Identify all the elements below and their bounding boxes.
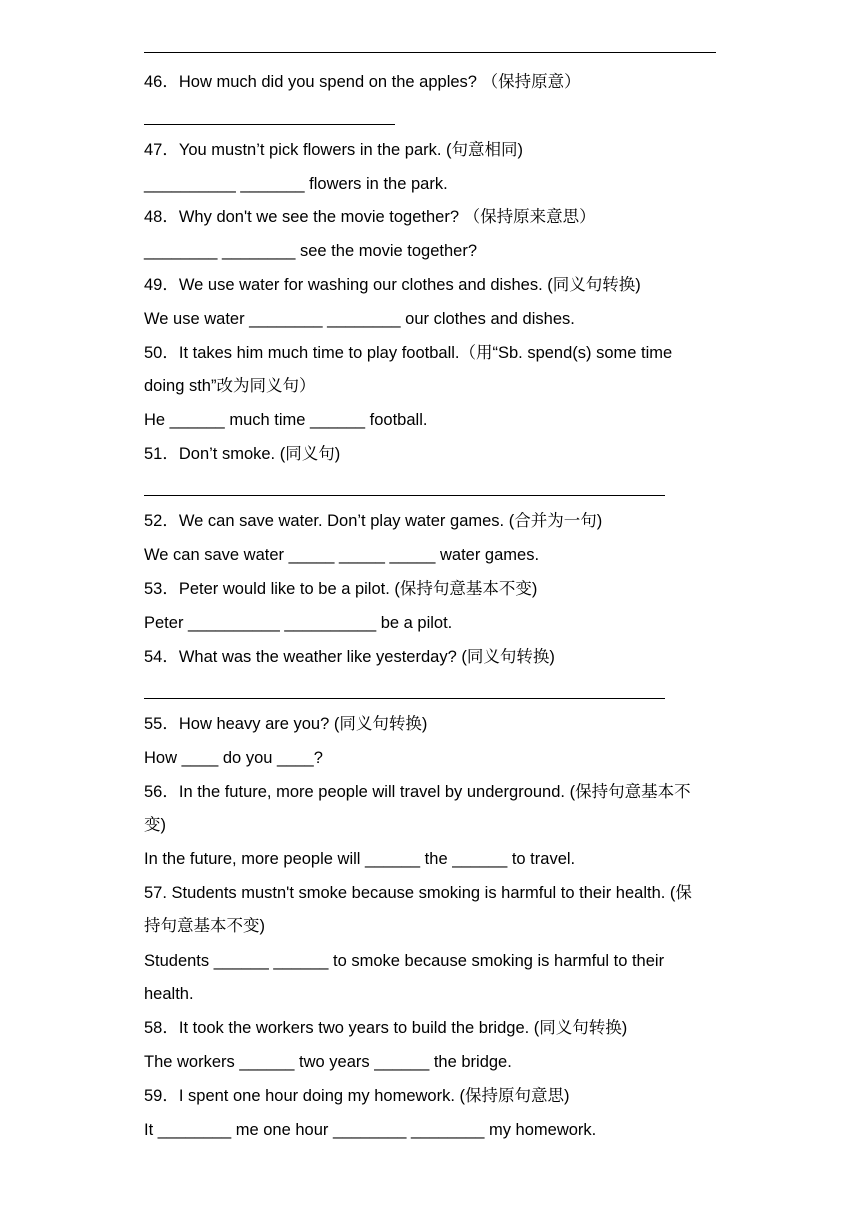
question-57-cont: 持句意基本不变)	[144, 916, 265, 935]
question-55: 55．How heavy are you? (同义句转换)	[144, 714, 428, 733]
answer-line	[144, 52, 716, 53]
question-56-cont: 变)	[144, 815, 166, 834]
answer-56: In the future, more people will ______ the ______ to travel.	[144, 850, 576, 868]
question-51: 51．Don’t smoke. (同义句)	[144, 444, 341, 463]
question-54: 54．What was the weather like yesterday? (同义句转换)	[144, 647, 555, 666]
question-50: 50．It takes him much time to play football.（用“Sb. spend(s) some time	[144, 343, 673, 362]
answer-59: It ________ me one hour ________ ________ my homework.	[144, 1121, 597, 1139]
question-47: 47．You mustn’t pick flowers in the park. (句意相同)	[144, 140, 524, 159]
answer-52: We can save water _____ _____ _____ water games.	[144, 546, 540, 564]
answer-line	[144, 124, 395, 125]
question-53: 53．Peter would like to be a pilot. (保持句意基本不变)	[144, 579, 538, 598]
question-50-cont: doing sth”改为同义句）	[144, 376, 316, 395]
question-58: 58．It took the workers two years to build the bridge. (同义句转换)	[144, 1018, 628, 1037]
question-59: 59．I spent one hour doing my homework. (保持原句意思)	[144, 1086, 570, 1105]
answer-49: We use water ________ ________ our clothes and dishes.	[144, 310, 575, 328]
answer-58: The workers ______ two years ______ the bridge.	[144, 1053, 512, 1071]
answer-line	[144, 495, 665, 496]
question-46: 46．How much did you spend on the apples? （保持原意）	[144, 72, 581, 91]
answer-line	[144, 698, 665, 699]
answer-53: Peter __________ __________ be a pilot.	[144, 614, 453, 632]
answer-50: He ______ much time ______ football.	[144, 411, 428, 429]
question-56: 56．In the future, more people will travel by underground. (保持句意基本不	[144, 782, 691, 801]
question-57: 57. Students mustn't smoke because smoking is harmful to their health. (保	[144, 883, 692, 902]
question-52: 52．We can save water. Don’t play water games. (合并为一句)	[144, 511, 603, 530]
answer-47: __________ _______ flowers in the park.	[144, 175, 448, 193]
answer-57-cont: health.	[144, 985, 194, 1003]
answer-55: How ____ do you ____?	[144, 749, 323, 767]
answer-48: ________ ________ see the movie together?	[144, 242, 478, 260]
question-48: 48．Why don't we see the movie together? （保持原来意思）	[144, 207, 596, 226]
question-49: 49．We use water for washing our clothes and dishes. (同义句转换)	[144, 275, 641, 294]
answer-57: Students ______ ______ to smoke because smoking is harmful to their	[144, 952, 665, 970]
